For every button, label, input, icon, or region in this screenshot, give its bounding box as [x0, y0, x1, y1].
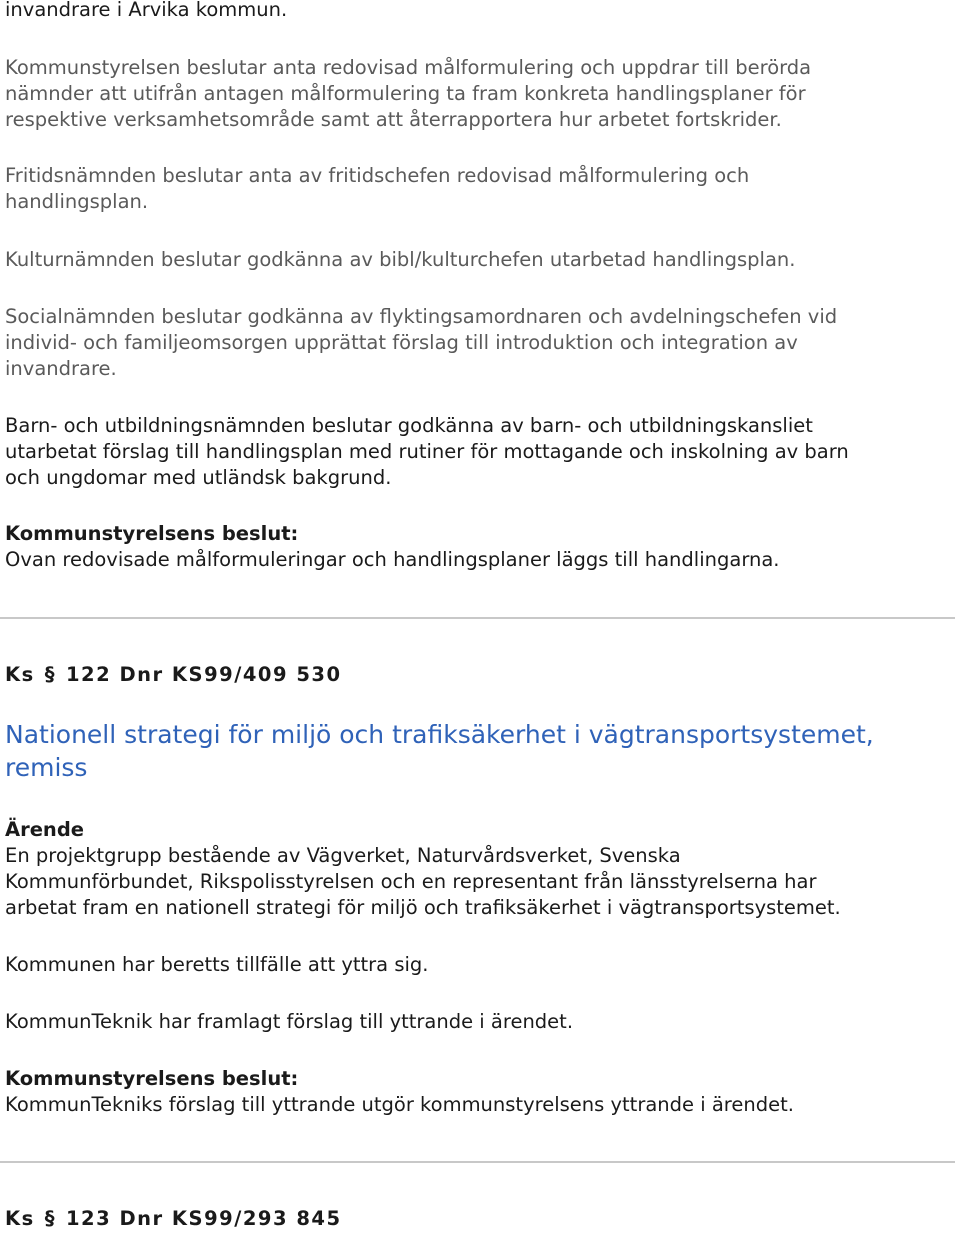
text-line: Kommunförbundet, Rikspolisstyrelsen och en representant från länsstyrelserna har: [5, 870, 817, 893]
paragraph-kommunteknik: KommunTeknik har framlagt förslag till yttrande i ärendet.: [5, 1010, 574, 1033]
text-line: Fritidsnämnden beslutar anta av fritidschefen redovisad målformulering och: [5, 164, 750, 187]
section-divider: [0, 1161, 955, 1163]
text-line: respektive verksamhetsområde samt att återrapportera hur arbetet fortskrider.: [5, 108, 782, 131]
decision-label: Kommunstyrelsens beslut:: [5, 522, 299, 545]
paragraph-kulturnamnden: [5, 247, 795, 273]
case-prefix: Ks: [5, 1207, 35, 1230]
text-line: En projektgrupp bestående av Vägverket, Naturvårdsverket, Svenska: [5, 844, 681, 867]
case-prefix: Ks: [5, 663, 35, 686]
text-line: nämnder att utifrån antagen målformulering ta fram konkreta handlingsplaner för: [5, 82, 806, 105]
case-title-line-1: Nationell strategi för miljö och trafiksäkerhet i vägtransportsystemet,: [5, 720, 874, 749]
section-sign: §: [44, 1207, 56, 1230]
case-number: 122 Dnr KS99/409 530: [65, 663, 342, 686]
top-fragment: invandrare i Arvika kommun.: [5, 0, 288, 21]
decision-block-2: [5, 1066, 794, 1118]
section-sign: §: [44, 663, 56, 686]
case-heading-122: [5, 662, 342, 688]
case-heading-123: [5, 1206, 342, 1232]
paragraph-kommunstyrelsen: [5, 55, 811, 133]
decision-text: KommunTekniks förslag till yttrande utgör kommunstyrelsens yttrande i ärendet.: [5, 1093, 794, 1116]
text-line: Kommunstyrelsen beslutar anta redovisad målformulering och uppdrar till berörda: [5, 56, 812, 79]
case-number: 123 Dnr KS99/293 845: [65, 1207, 342, 1230]
arende-block: [5, 817, 841, 921]
text-line: handlingsplan.: [5, 190, 149, 213]
section-divider: [0, 617, 955, 619]
text-line: individ- och familjeomsorgen upprättat förslag till introduktion och integration av: [5, 331, 798, 354]
case-title-line-2: remiss: [5, 753, 88, 782]
paragraph-socialnamnden: [5, 304, 837, 382]
paragraph-fritidsnamnden: [5, 163, 749, 215]
decision-text: Ovan redovisade målformuleringar och handlingsplaner läggs till handlingarna.: [5, 548, 780, 571]
text-line: och ungdomar med utländsk bakgrund.: [5, 466, 392, 489]
arende-label: Ärende: [5, 818, 84, 841]
text-line: Kulturnämnden beslutar godkänna av bibl/kulturchefen utarbetad handlingsplan.: [5, 248, 796, 271]
decision-block-1: [5, 521, 780, 573]
paragraph-barn-och-utbildning: [5, 413, 849, 491]
text-line: arbetat fram en nationell strategi för miljö och trafiksäkerhet i vägtransportsystemet.: [5, 896, 841, 919]
text-line: Barn- och utbildningsnämnden beslutar godkänna av barn- och utbildningskansliet: [5, 414, 813, 437]
text-line: Socialnämnden beslutar godkänna av flyktingsamordnaren och avdelningschefen vid: [5, 305, 838, 328]
paragraph-kommunen: Kommunen har beretts tillfälle att yttra sig.: [5, 953, 429, 976]
text-line: utarbetat förslag till handlingsplan med rutiner för mottagande och inskolning av barn: [5, 440, 849, 463]
decision-label: Kommunstyrelsens beslut:: [5, 1067, 299, 1090]
text-line: invandrare.: [5, 357, 117, 380]
